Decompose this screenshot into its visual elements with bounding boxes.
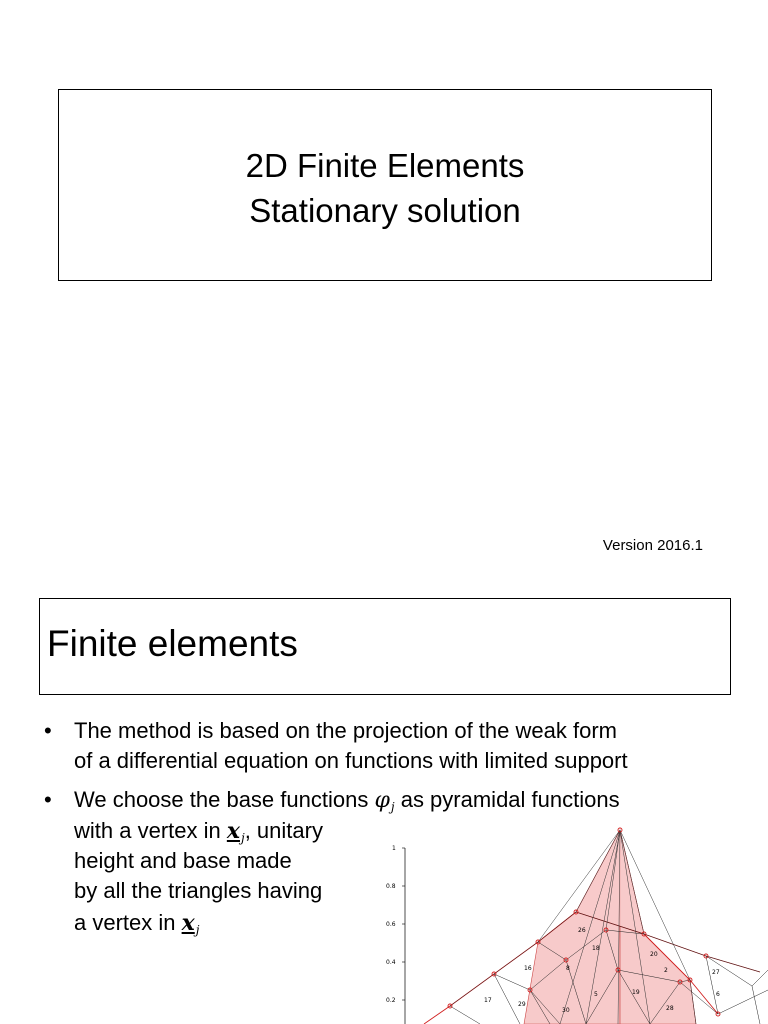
bullet2-line4: by all the triangles having — [74, 878, 323, 903]
y-tick-label: 1 — [392, 845, 396, 852]
y-tick-label: 0.4 — [386, 959, 396, 966]
bullet2-text: as pyramidal functions — [394, 787, 620, 812]
element-label: 8 — [566, 965, 570, 972]
phi-symbol: φ — [374, 788, 390, 813]
bullet1-line2: of a differential equation on functions with limited support — [74, 748, 628, 773]
element-label: 17 — [484, 997, 492, 1004]
element-label: 5 — [594, 991, 598, 998]
bullet1-line1: The method is based on the projection of the weak form — [74, 718, 617, 743]
pyramid-plot — [360, 820, 768, 1024]
element-label: 27 — [712, 969, 720, 976]
mesh-edge — [494, 974, 520, 1024]
x-vector-symbol: x — [181, 910, 195, 936]
bullet2-line1 — [74, 787, 620, 814]
title-slide-box — [58, 89, 712, 281]
y-tick-label: 0.8 — [386, 883, 396, 890]
bullet-marker: • — [44, 787, 52, 812]
bullet2-text: , unitary — [244, 818, 323, 843]
bullet-marker: • — [44, 718, 52, 743]
y-tick-label: 0.6 — [386, 921, 396, 928]
bullet2-text: a vertex in — [74, 910, 182, 935]
x-vector-symbol: x — [226, 818, 240, 844]
element-label: 6 — [716, 991, 720, 998]
pyramid-faces — [524, 830, 696, 1024]
y-axis-ticks — [386, 845, 405, 1004]
element-label: 2 — [664, 967, 668, 974]
mesh-edge — [450, 1006, 480, 1024]
bullet2-text: We choose the base functions — [74, 787, 375, 812]
bullet2-text: with a vertex in — [74, 818, 227, 843]
version-label: Version 2016.1 — [602, 537, 703, 554]
y-tick-label: 0.2 — [386, 997, 396, 1004]
x-subscript: j — [240, 831, 245, 845]
bullet2-line5 — [74, 910, 199, 937]
bullet2-line3: height and base made — [74, 848, 292, 873]
element-label: 20 — [650, 951, 658, 958]
pyramid-basis-function-figure — [360, 820, 768, 1024]
element-label: 28 — [666, 1005, 674, 1012]
mesh-edge — [752, 986, 760, 1024]
slide-heading: Finite elements — [47, 623, 298, 664]
element-label: 26 — [578, 927, 586, 934]
phi-subscript: j — [390, 800, 395, 814]
element-label: 18 — [592, 945, 600, 952]
element-label: 30 — [562, 1007, 570, 1014]
x-subscript: j — [195, 923, 200, 937]
bullet2-line2 — [74, 818, 323, 845]
slide-heading-box — [39, 598, 731, 695]
slide-title-line1: 2D Finite Elements — [245, 147, 525, 184]
element-label: 29 — [518, 1001, 526, 1008]
element-label: 16 — [524, 965, 532, 972]
element-label: 19 — [632, 989, 640, 996]
slide-title-line2: Stationary solution — [249, 192, 521, 229]
